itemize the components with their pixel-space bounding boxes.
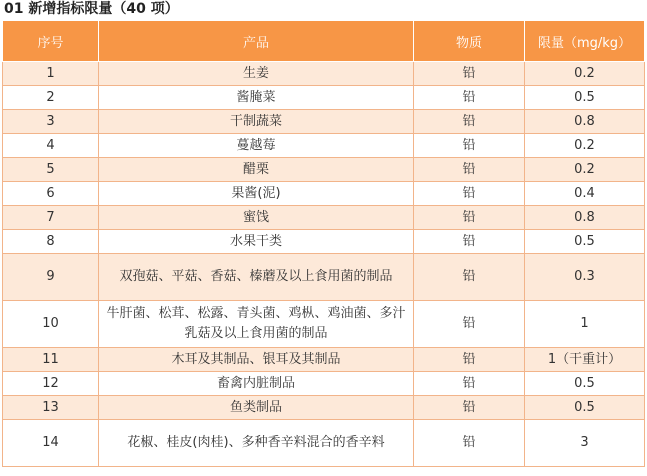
table-row <box>3 206 645 230</box>
cell-product: 双孢菇、平菇、香菇、榛蘑及以上食用菌的制品 <box>99 254 414 301</box>
table-row <box>3 396 645 420</box>
cell-product: 蜜饯 <box>99 206 414 230</box>
header-product: 产品 <box>99 21 414 62</box>
table-row <box>3 158 645 182</box>
cell-product: 水果干类 <box>99 230 414 254</box>
cell-product: 蔓越莓 <box>99 134 414 158</box>
cell-product: 酱腌菜 <box>99 86 414 110</box>
cell-serial-number: 2 <box>3 86 99 110</box>
table-header-row <box>3 21 645 62</box>
cell-serial-number: 5 <box>3 158 99 182</box>
cell-substance: 铅 <box>414 396 525 420</box>
cell-serial-number: 10 <box>3 301 99 348</box>
cell-limit: 0.5 <box>525 86 645 110</box>
cell-product: 果酱(泥) <box>99 182 414 206</box>
cell-limit: 3 <box>525 420 645 467</box>
cell-product: 木耳及其制品、银耳及其制品 <box>99 348 414 372</box>
cell-substance: 铅 <box>414 254 525 301</box>
cell-limit: 0.8 <box>525 206 645 230</box>
cell-substance: 铅 <box>414 420 525 467</box>
cell-limit: 1（干重计） <box>525 348 645 372</box>
table-row <box>3 301 645 348</box>
cell-serial-number: 8 <box>3 230 99 254</box>
table-row <box>3 372 645 396</box>
cell-limit: 0.2 <box>525 62 645 86</box>
page-title: 01 新增指标限量（40 项） <box>4 1 179 17</box>
table-row <box>3 254 645 301</box>
cell-limit: 0.5 <box>525 230 645 254</box>
cell-substance: 铅 <box>414 206 525 230</box>
cell-substance: 铅 <box>414 372 525 396</box>
cell-substance: 铅 <box>414 134 525 158</box>
table-row <box>3 110 645 134</box>
cell-serial-number: 13 <box>3 396 99 420</box>
cell-substance: 铅 <box>414 62 525 86</box>
cell-serial-number: 7 <box>3 206 99 230</box>
table-row <box>3 62 645 86</box>
cell-substance: 铅 <box>414 348 525 372</box>
header-substance: 物质 <box>414 21 525 62</box>
cell-product: 牛肝菌、松茸、松露、青头菌、鸡枞、鸡油菌、多汁乳菇及以上食用菌的制品 <box>99 301 414 348</box>
cell-serial-number: 6 <box>3 182 99 206</box>
table-row <box>3 134 645 158</box>
cell-substance: 铅 <box>414 182 525 206</box>
header-limit: 限量（mg/kg） <box>525 21 645 62</box>
cell-limit: 0.2 <box>525 158 645 182</box>
cell-substance: 铅 <box>414 230 525 254</box>
table-row <box>3 182 645 206</box>
table-row <box>3 230 645 254</box>
cell-serial-number: 4 <box>3 134 99 158</box>
cell-serial-number: 12 <box>3 372 99 396</box>
cell-limit: 0.5 <box>525 372 645 396</box>
cell-limit: 0.3 <box>525 254 645 301</box>
cell-substance: 铅 <box>414 158 525 182</box>
limits-table <box>2 20 645 467</box>
cell-serial-number: 1 <box>3 62 99 86</box>
cell-serial-number: 3 <box>3 110 99 134</box>
cell-substance: 铅 <box>414 86 525 110</box>
header-serial-number: 序号 <box>3 21 99 62</box>
cell-limit: 0.2 <box>525 134 645 158</box>
table-row <box>3 420 645 467</box>
cell-substance: 铅 <box>414 301 525 348</box>
cell-substance: 铅 <box>414 110 525 134</box>
cell-product: 鱼类制品 <box>99 396 414 420</box>
cell-product: 干制蔬菜 <box>99 110 414 134</box>
table-row <box>3 86 645 110</box>
cell-limit: 0.4 <box>525 182 645 206</box>
cell-serial-number: 14 <box>3 420 99 467</box>
cell-serial-number: 11 <box>3 348 99 372</box>
cell-product: 花椒、桂皮(肉桂)、多种香辛料混合的香辛料 <box>99 420 414 467</box>
table-row <box>3 348 645 372</box>
cell-limit: 1 <box>525 301 645 348</box>
cell-limit: 0.8 <box>525 110 645 134</box>
cell-serial-number: 9 <box>3 254 99 301</box>
cell-product: 生姜 <box>99 62 414 86</box>
cell-product: 畜禽内脏制品 <box>99 372 414 396</box>
cell-limit: 0.5 <box>525 396 645 420</box>
cell-product: 醋栗 <box>99 158 414 182</box>
